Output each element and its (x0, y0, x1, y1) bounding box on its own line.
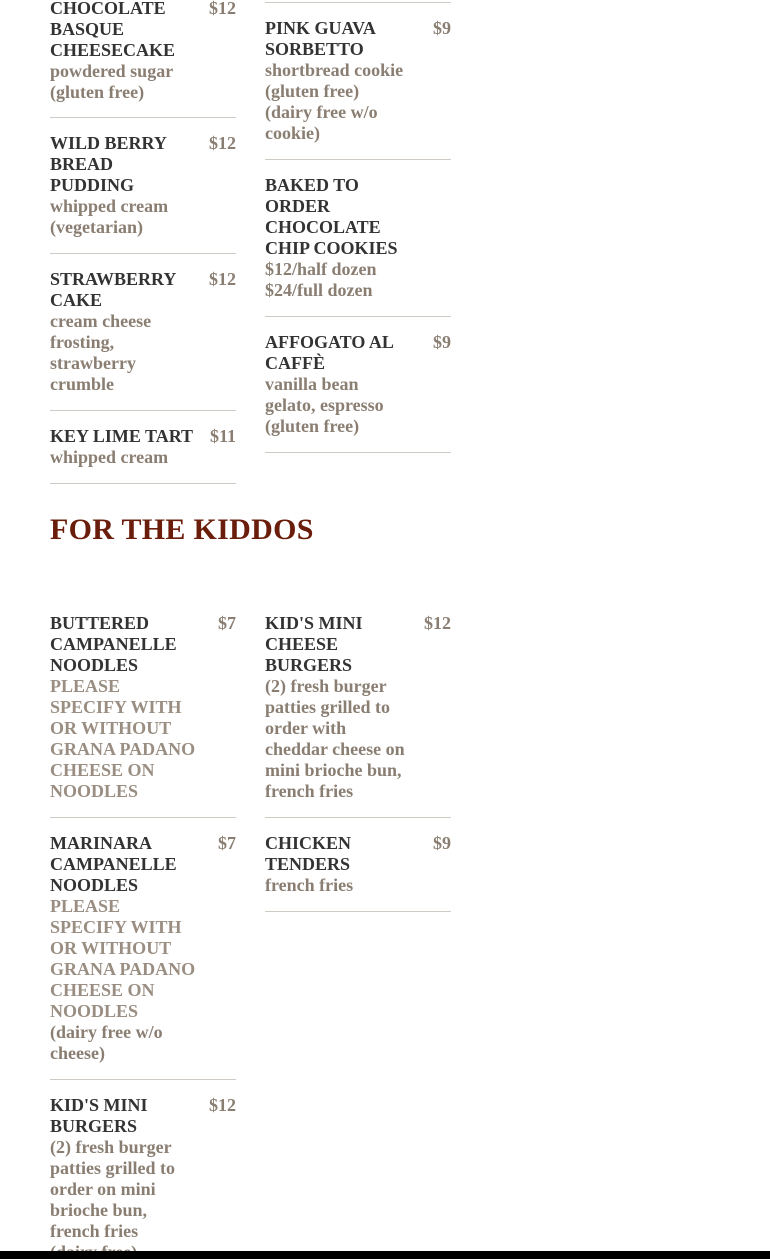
menu-item-description: (2) fresh burger patties grilled to order with cheddar cheese on mini brioche bun, french fries (265, 676, 405, 801)
menu-item-kids-mini-burgers (50, 1095, 236, 1259)
menu-item-price: $11 (209, 426, 236, 446)
menu-item-name: BUTTERED CAMPANELLE NOODLES (50, 613, 177, 675)
menu-item-price: $9 (433, 833, 451, 853)
item-divider (50, 1079, 236, 1080)
menu-item-name: CHICKEN TENDERS (265, 833, 352, 874)
menu-item-name: MARINARA CAMPANELLE NOODLES (50, 833, 177, 895)
menu-item-price: $12 (424, 613, 451, 633)
menu-item-name: AFFOGATO AL CAFFÈ (265, 332, 393, 373)
item-divider (50, 410, 236, 411)
item-divider (265, 316, 451, 317)
menu-item-chocolate-chip-cookies (265, 175, 451, 301)
menu-item-buttered-campanelle-noodles (50, 613, 236, 802)
menu-item-chicken-tenders (265, 833, 451, 896)
menu-item-description: shortbread cookie (gluten free) (dairy free w/o cookie) (265, 60, 404, 143)
menu-item-description: french fries (265, 875, 354, 895)
menu-item-description: powdered sugar (gluten free) (50, 61, 173, 102)
menu-item-name: BAKED TO ORDER CHOCOLATE CHIP COOKIES (265, 175, 398, 258)
menu-item-description: whipped cream (vegetarian) (50, 196, 169, 237)
menu-item-name: WILD BERRY BREAD PUDDING (50, 133, 167, 195)
menu-item-price: $7 (218, 613, 236, 633)
item-divider (265, 911, 451, 912)
menu-item-price: $9 (433, 18, 451, 38)
menu-item-kids-mini-cheese-burgers (265, 613, 451, 802)
menu-item-strawberry-cake (50, 269, 236, 395)
section-title-kiddos: FOR THE KIDDOS (50, 513, 314, 546)
menu-item-name: STRAWBERRY CAKE (50, 269, 176, 310)
menu-item-price: $12 (209, 1095, 236, 1115)
menu-item-name: PINK GUAVA SORBETTO (265, 18, 375, 59)
menu-item-key-lime-tart (50, 426, 236, 468)
menu-item-description: $12/half dozen $24/full dozen (265, 259, 377, 300)
menu-item-dietary-note: (dairy free w/o cheese) (50, 1022, 163, 1063)
menu-item-description: PLEASE SPECIFY WITH OR WITHOUT GRANA PADANO CHEESE ON NOODLES (50, 896, 196, 1021)
menu-item-price: $12 (209, 269, 236, 289)
menu-item-chocolate-basque-cheesecake (50, 0, 236, 103)
menu-item-description: whipped cream (50, 447, 169, 467)
menu-item-description: cream cheese frosting, strawberry crumble (50, 311, 152, 394)
menu-item-price: $7 (218, 833, 236, 853)
menu-item-price: $9 (433, 332, 451, 352)
item-divider (265, 452, 451, 453)
menu-item-price: $12 (209, 133, 236, 153)
menu-item-description: vanilla bean gelato, espresso (gluten free) (265, 374, 384, 436)
menu-item-name: KID'S MINI BURGERS (50, 1095, 148, 1136)
item-divider (50, 483, 236, 484)
menu-item-marinara-campanelle-noodles (50, 833, 236, 1064)
bottom-bar (0, 1251, 770, 1259)
item-divider (50, 817, 236, 818)
menu-item-name: CHOCOLATE BASQUE CHEESECAKE (50, 0, 176, 60)
item-divider (265, 817, 451, 818)
item-divider (50, 117, 236, 118)
menu-item-name: KEY LIME TART (50, 426, 194, 446)
menu-item-description: PLEASE SPECIFY WITH OR WITHOUT GRANA PADANO CHEESE ON NOODLES (50, 676, 196, 801)
item-divider (50, 253, 236, 254)
menu-item-name: KID'S MINI CHEESE BURGERS (265, 613, 363, 675)
menu-item-description: (2) fresh burger patties grilled to order on mini brioche bun, french fries (50, 1137, 175, 1241)
item-divider (265, 2, 451, 3)
menu-item-wild-berry-bread-pudding (50, 133, 236, 238)
menu-item-affogato-al-caffe (265, 332, 451, 437)
menu-item-price: $12 (209, 0, 236, 18)
menu-item-pink-guava-sorbetto (265, 18, 451, 144)
item-divider (265, 159, 451, 160)
